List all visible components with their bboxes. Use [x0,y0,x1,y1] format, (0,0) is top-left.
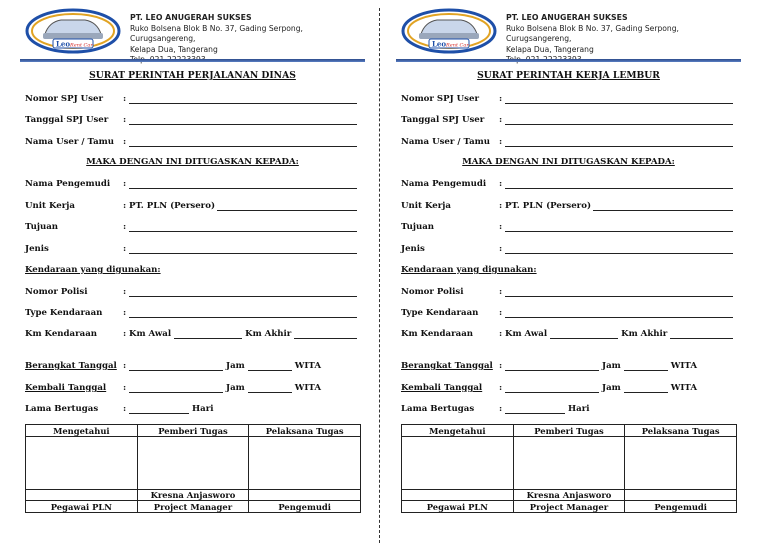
field-nama-user[interactable] [505,137,733,147]
label-tanggal-spj: Tanggal SPJ User [25,115,109,125]
row-km-kendaraan[interactable]: Km Kendaraan : Km Awal Km Akhir [25,326,357,339]
field-nomor-spj[interactable] [505,94,733,104]
row-nama-user[interactable]: Nama User / Tamu : [25,134,357,147]
field-jenis[interactable] [505,244,733,254]
field-berangkat-tanggal[interactable] [129,361,223,371]
row-nomor-spj[interactable]: Nomor SPJ User : [25,91,357,104]
field-type-kendaraan[interactable] [129,308,357,318]
row-km-kendaraan[interactable]: Km Kendaraan : Km Awal Km Akhir [401,326,733,339]
kendaraan-heading: Kendaraan yang digunakan: [25,265,161,275]
field-km-awal[interactable] [174,329,242,339]
svg-text:Leo: Leo [56,39,71,49]
company-name: PT. LEO ANUGERAH SUKSES [130,13,252,22]
label-nama-user: Nama User / Tamu [25,137,115,147]
row-berangkat[interactable]: Berangkat Tanggal : Jam WITA [25,361,321,371]
company-info [130,13,365,66]
signature-area-pelaksana[interactable] [625,437,737,490]
page-divider [379,8,380,543]
company-info [506,13,741,66]
signature-table: Mengetahui Pemberi Tugas Pelaksana Tugas Kresna Anjasworo Pegawai PLN Project Manager Pengemudi [25,424,361,513]
row-nama-pengemudi[interactable]: Nama Pengemudi : [25,176,357,189]
signer-name: Kresna Anjasworo [137,490,249,501]
company-address-2: Kelapa Dua, Tangerang [130,44,218,54]
svg-text:Leo: Leo [432,39,447,49]
signature-area-pemberi[interactable] [137,437,249,490]
assign-heading: MAKA DENGAN INI DITUGASKAN KEPADA: [462,157,675,167]
row-lama-bertugas[interactable]: Lama Bertugas : Hari [25,404,214,414]
field-kembali-jam[interactable] [248,383,292,393]
field-tujuan[interactable] [505,222,733,232]
svg-text:Rent Car: Rent Car [70,42,93,49]
field-tanggal-spj[interactable] [505,115,733,125]
field-nomor-polisi[interactable] [129,287,357,297]
unit-kerja-value: PT. PLN (Persero) [505,201,592,211]
leo-rent-car-logo [25,8,121,54]
field-nomor-spj[interactable] [129,94,357,104]
field-km-akhir[interactable] [294,329,357,339]
header-rule [20,59,365,62]
field-tanggal-spj[interactable] [129,115,357,125]
row-jenis[interactable]: Jenis : [25,241,357,254]
row-jenis[interactable]: Jenis : [401,241,733,254]
signature-area-mengetahui[interactable] [402,437,514,490]
letterhead [396,0,741,58]
letterhead [20,0,365,58]
row-tujuan[interactable]: Tujuan : [25,219,357,232]
row-nama-pengemudi[interactable]: Nama Pengemudi : [401,176,733,189]
field-berangkat-tanggal[interactable] [505,361,599,371]
signature-area-pelaksana[interactable] [249,437,361,490]
unit-kerja-value: PT. PLN (Persero) [129,201,216,211]
field-jenis[interactable] [129,244,357,254]
company-name: PT. LEO ANUGERAH SUKSES [506,13,628,22]
company-address-1: Ruko Bolsena Blok B No. 37, Gading Serpong, Curugsangereng, [506,23,679,43]
form-title: SURAT PERINTAH KERJA LEMBUR [477,70,660,81]
row-kembali[interactable]: Kembali Tanggal : Jam WITA [401,383,697,393]
field-nama-pengemudi[interactable] [505,179,733,189]
field-nama-user[interactable] [129,137,357,147]
field-kembali-tanggal[interactable] [129,383,223,393]
leo-rent-car-logo [401,8,497,54]
row-nomor-polisi[interactable]: Nomor Polisi : [25,284,357,297]
field-lama-bertugas[interactable] [129,404,189,414]
row-tujuan[interactable]: Tujuan : [401,219,733,232]
row-unit-kerja[interactable]: Unit Kerja : PT. PLN (Persero) [401,198,733,211]
row-nomor-polisi[interactable]: Nomor Polisi : [401,284,733,297]
form-title: SURAT PERINTAH PERJALANAN DINAS [89,70,296,81]
field-nama-pengemudi[interactable] [129,179,357,189]
row-unit-kerja[interactable]: Unit Kerja : PT. PLN (Persero) [25,198,357,211]
row-kembali[interactable]: Kembali Tanggal : Jam WITA [25,383,321,393]
label-nomor-spj: Nomor SPJ User [25,94,103,104]
signature-table: Mengetahui Pemberi Tugas Pelaksana Tugas Kresna Anjasworo Pegawai PLN Project Manager Pengemudi [401,424,737,513]
field-tujuan[interactable] [129,222,357,232]
field-berangkat-jam[interactable] [248,361,292,371]
field-unit-kerja[interactable] [217,201,357,211]
row-tanggal-spj[interactable]: Tanggal SPJ User : [25,112,357,125]
svg-text:Rent Car: Rent Car [446,42,469,49]
signer-name: Kresna Anjasworo [513,490,625,501]
field-kembali-jam[interactable] [624,383,668,393]
field-lama-bertugas[interactable] [505,404,565,414]
field-km-awal[interactable] [550,329,618,339]
field-berangkat-jam[interactable] [624,361,668,371]
row-type-kendaraan[interactable]: Type Kendaraan : [401,305,733,318]
row-type-kendaraan[interactable]: Type Kendaraan : [25,305,357,318]
field-kembali-tanggal[interactable] [505,383,599,393]
row-tanggal-spj[interactable]: Tanggal SPJ User : [401,112,733,125]
signature-area-mengetahui[interactable] [26,437,138,490]
row-berangkat[interactable]: Berangkat Tanggal : Jam WITA [401,361,697,371]
form-kerja-lembur [396,0,741,543]
row-nama-user[interactable]: Nama User / Tamu : [401,134,733,147]
assign-heading: MAKA DENGAN INI DITUGASKAN KEPADA: [86,157,299,167]
row-nomor-spj[interactable]: Nomor SPJ User : [401,91,733,104]
field-nomor-polisi[interactable] [505,287,733,297]
signature-area-pemberi[interactable] [513,437,625,490]
form-perjalanan-dinas [20,0,365,543]
company-address-2: Kelapa Dua, Tangerang [506,44,594,54]
row-lama-bertugas[interactable]: Lama Bertugas : Hari [401,404,590,414]
field-unit-kerja[interactable] [593,201,733,211]
company-address-1: Ruko Bolsena Blok B No. 37, Gading Serpong, Curugsangereng, [130,23,303,43]
header-rule [396,59,741,62]
kendaraan-heading: Kendaraan yang digunakan: [401,265,537,275]
field-type-kendaraan[interactable] [505,308,733,318]
field-km-akhir[interactable] [670,329,733,339]
